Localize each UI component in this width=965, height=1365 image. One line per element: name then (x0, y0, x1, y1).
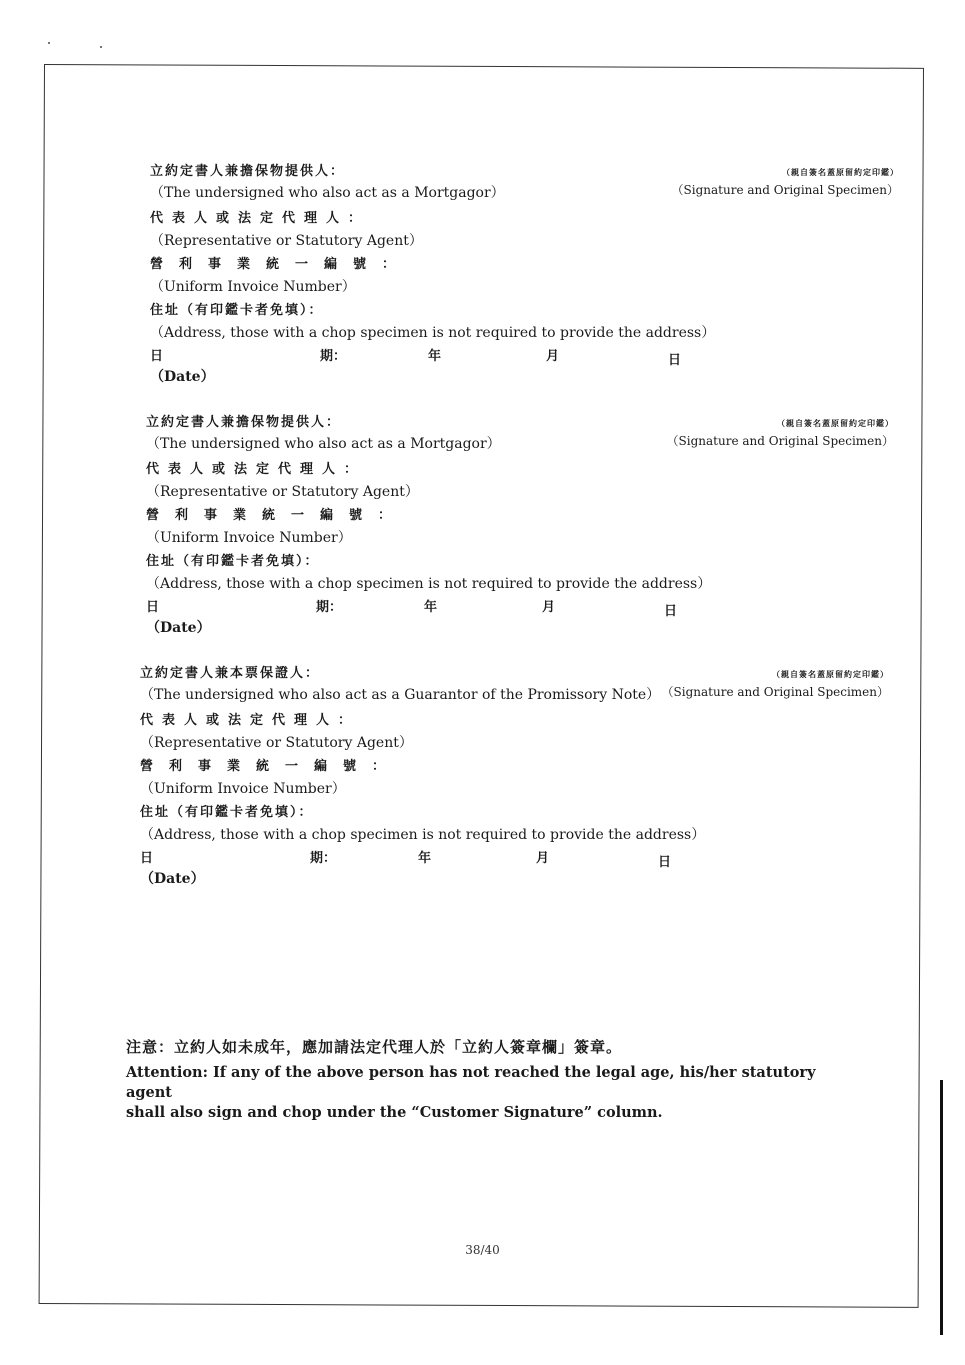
representative-en: （Representative or Statutory Agent） (146, 484, 419, 500)
date-row (146, 596, 681, 619)
signature-en: （Signature and Original Specimen） (666, 434, 894, 448)
signature-en: （Signature and Original Specimen） (661, 685, 889, 699)
uin-en: （Uniform Invoice Number） (146, 530, 352, 546)
signature-label-2 (667, 418, 894, 449)
date-en: （Date） (146, 620, 211, 636)
signature-label-1 (672, 167, 899, 198)
date-zh-1: 日 (146, 600, 160, 615)
representative-en: （Representative or Statutory Agent） (140, 735, 413, 751)
uin-zh: 營利事業統一編號： (146, 508, 408, 523)
attention-note (126, 1036, 826, 1123)
address-en: （Address, those with a chop specimen is not required to provide the address） (140, 827, 706, 843)
date-zh-1: 日 (150, 349, 164, 364)
date-month: 月 (542, 600, 556, 615)
date-zh-1: 日 (140, 851, 154, 866)
date-year: 年 (424, 600, 438, 615)
attention-en-line1: Attention: If any of the above person has not reached the legal age, his/her statutory agent (126, 1064, 816, 1101)
title-zh: 立約定書人兼擔保物提供人： (150, 164, 346, 179)
date-row (150, 345, 685, 368)
date-day: 日 (664, 604, 678, 619)
date-en: （Date） (140, 871, 205, 887)
uin-en: （Uniform Invoice Number） (140, 781, 346, 797)
address-zh: 住址（有印鑑卡者免填）： (150, 303, 324, 318)
title-en: （The undersigned who also act as a Mortgagor） (146, 436, 501, 452)
address-zh: 住址（有印鑑卡者免填）： (146, 554, 320, 569)
address-en: （Address, those with a chop specimen is not required to provide the address） (146, 576, 712, 592)
address-en: （Address, those with a chop specimen is not required to provide the address） (150, 325, 716, 341)
date-zh-2: 期： (320, 349, 347, 364)
date-en: （Date） (150, 369, 215, 385)
scan-speck (48, 42, 50, 44)
representative-zh: 代表人或法定代理人： (150, 211, 371, 226)
date-year: 年 (428, 349, 442, 364)
date-month: 月 (546, 349, 560, 364)
scan-speck (100, 46, 102, 48)
date-month: 月 (536, 851, 550, 866)
uin-en: （Uniform Invoice Number） (150, 279, 356, 295)
representative-zh: 代表人或法定代理人： (146, 462, 367, 477)
attention-zh: 注意：立約人如未成年，應加請法定代理人於「立約人簽章欄」簽章。 (126, 1038, 623, 1056)
date-zh-2: 期： (316, 600, 343, 615)
representative-zh: 代表人或法定代理人： (140, 713, 361, 728)
page-number: 38/40 (465, 1243, 500, 1257)
signature-en: （Signature and Original Specimen） (671, 183, 899, 197)
date-day: 日 (658, 855, 672, 870)
representative-en: （Representative or Statutory Agent） (150, 233, 423, 249)
title-en: （The undersigned who also act as a Mortgagor） (150, 185, 505, 201)
date-zh-2: 期： (310, 851, 337, 866)
scan-edge-mark (940, 1080, 943, 1335)
date-day: 日 (668, 353, 682, 368)
signature-zh: （親自簽名蓋原留約定印鑑） (782, 167, 899, 177)
signature-label-3 (662, 669, 889, 700)
date-row (140, 847, 675, 870)
title-zh: 立約定書人兼擔保物提供人： (146, 415, 342, 430)
date-year: 年 (418, 851, 432, 866)
title-zh: 立約定書人兼本票保證人： (140, 666, 321, 681)
address-zh: 住址（有印鑑卡者免填）： (140, 805, 314, 820)
title-en: （The undersigned who also act as a Guarantor of the Promissory Note） (140, 687, 661, 703)
signature-zh: （親自簽名蓋原留約定印鑑） (772, 669, 889, 679)
signature-zh: （親自簽名蓋原留約定印鑑） (777, 418, 894, 428)
uin-zh: 營利事業統一編號： (140, 759, 402, 774)
uin-zh: 營利事業統一編號： (150, 257, 412, 272)
attention-en-line2: shall also sign and chop under the “Customer Signature” column. (126, 1104, 663, 1121)
